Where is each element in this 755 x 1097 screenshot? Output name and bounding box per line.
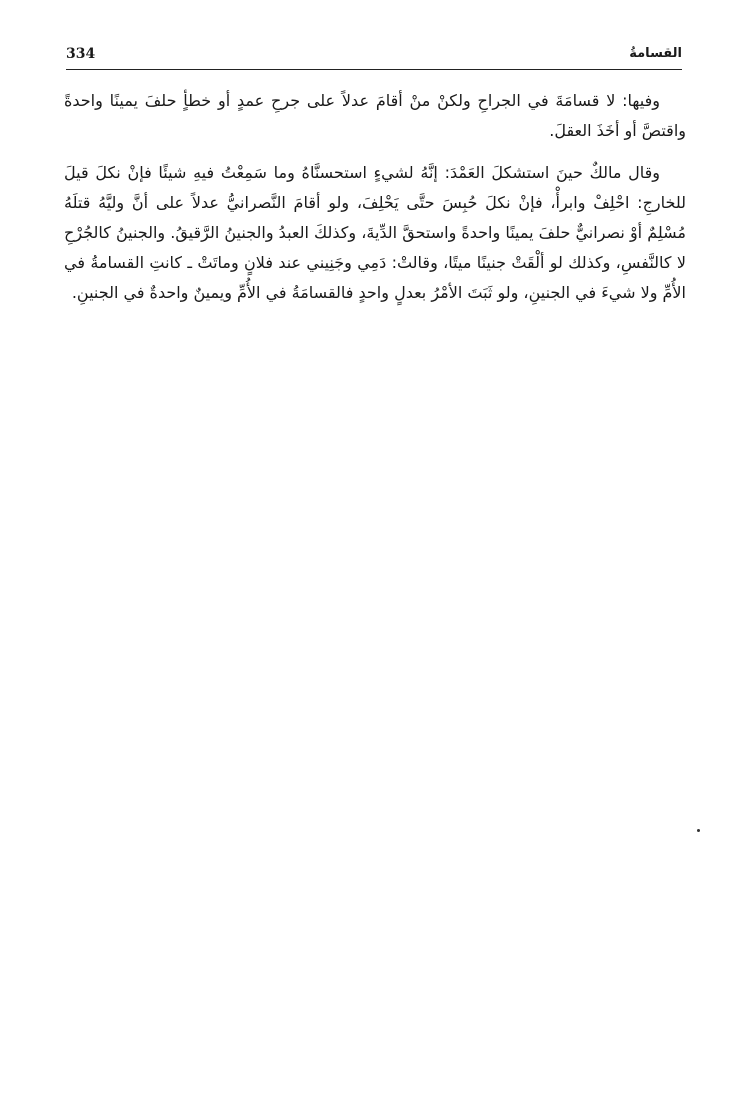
- paragraph-malik-ruling: وقال مالكٌ حينَ استشكلَ العَمْدَ: إنَّهُ لشيءٍ استحسنَّاهُ وما سَمِعْتُ فيهِ شيئًا فإنْ نكلَ قيلَ للخارجِ: احْلِفْ وابرأْ، فإنْ نكلَ حُبِسَ حتَّى يَحْلِفَ، ولو أقامَ النَّصرانيُّ عدلاً على أنَّ وليَّهُ قتلَهُ مُسْلِمٌ أوْ نصرانيٌّ حلفَ يمينًا واحدةً واستحقَّ الدِّيةَ، وكذلكَ العبدُ والجنينُ الرَّقيقُ. والجنينُ كالجُرْحِ لا كالنَّفسِ، وكذلك لو ألْقَتْ جنينًا ميتًا، وقالتْ: دَمِي وجَنِيني عند فلانٍ وماتَتْ ـ كانتِ القسامةُ في الأُمِّ ولا شيءَ في الجنينِ، ولو ثَبَتَ الأمْرُ بعدلٍ واحدٍ فالقسامَةُ في الأُمِّ ويمينٌ واحدةٌ في الجنينِ.: [64, 163, 686, 302]
- page-header: [66, 44, 682, 70]
- paragraph-qasama-wounds: وفيها: لا قسامَةَ في الجراحِ ولكنْ منْ أقامَ عدلاً على جرحِ عمدٍ أو خطأٍ حلفَ يمينًا واحدةً واقتصَّ أو أخَذَ العقلَ.: [64, 91, 686, 140]
- main-text: [64, 86, 686, 308]
- stray-ink-dot: [697, 829, 700, 832]
- running-title: القسامةُ: [629, 46, 682, 61]
- header-rule: [66, 69, 682, 70]
- page-number: 334: [66, 46, 96, 62]
